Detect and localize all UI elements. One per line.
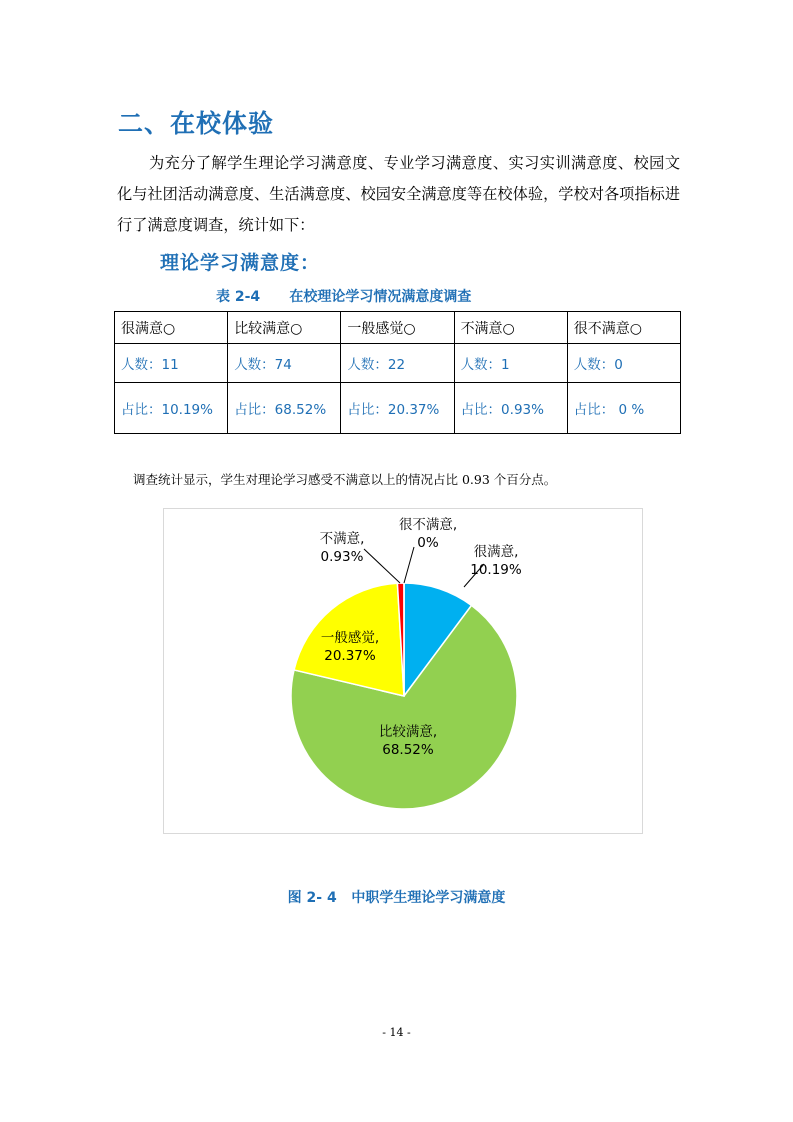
survey-table	[114, 311, 681, 434]
page-number: - 14 -	[382, 1026, 411, 1039]
slice-category-label: 比较满意,	[378, 724, 438, 740]
ratio-cell: 占比：0.93%	[454, 383, 567, 434]
table-row	[115, 383, 681, 434]
slice-category-label: 很满意,	[473, 544, 519, 560]
slice-value-label: 10.19%	[470, 562, 522, 578]
slice-value-label: 0%	[417, 535, 439, 551]
table-row	[115, 344, 681, 383]
table-row	[115, 312, 681, 344]
count-cell: 人数：22	[341, 344, 454, 383]
slice-category-label: 很不满意,	[398, 517, 458, 533]
table-caption: 表 2-4 在校理论学习情况满意度调查	[216, 289, 472, 305]
header-cell: 很不满意○	[567, 312, 680, 344]
header-cell: 比较满意○	[228, 312, 341, 344]
count-cell: 人数：1	[454, 344, 567, 383]
slice-category-label: 一般感觉,	[320, 630, 380, 646]
ratio-cell: 占比：68.52%	[228, 383, 341, 434]
count-cell: 人数：11	[115, 344, 228, 383]
section-heading: 二、在校体验	[118, 109, 275, 138]
ratio-cell: 占比： 0 %	[567, 383, 680, 434]
figure-caption: 图 2- 4 中职学生理论学习满意度	[287, 890, 506, 906]
slice-value-label: 20.37%	[324, 648, 376, 664]
intro-paragraph: 为充分了解学生理论学习满意度、专业学习满意度、实习实训满意度、校园文化与社团活动满意度、生活满意度、校园安全满意度等在校体验，学校对各项指标进行了满意度调查，统计如下：	[117, 154, 680, 234]
slice-value-label: 68.52%	[382, 742, 434, 758]
header-cell: 不满意○	[454, 312, 567, 344]
header-cell: 一般感觉○	[341, 312, 454, 344]
count-cell: 人数：0	[567, 344, 680, 383]
pie-svg	[164, 509, 642, 833]
pie-chart	[163, 508, 643, 834]
slice-category-label: 不满意,	[319, 531, 365, 547]
subsection-heading: 理论学习满意度：	[160, 252, 321, 274]
ratio-cell: 占比：10.19%	[115, 383, 228, 434]
slice-value-label: 0.93%	[320, 549, 364, 565]
survey-note: 调查统计显示，学生对理论学习感受不满意以上的情况占比 0.93 个百分点。	[133, 472, 557, 487]
ratio-cell: 占比：20.37%	[341, 383, 454, 434]
count-cell: 人数：74	[228, 344, 341, 383]
leader-line-5	[404, 547, 414, 583]
leader-line-4	[364, 549, 400, 583]
header-cell: 很满意○	[115, 312, 228, 344]
